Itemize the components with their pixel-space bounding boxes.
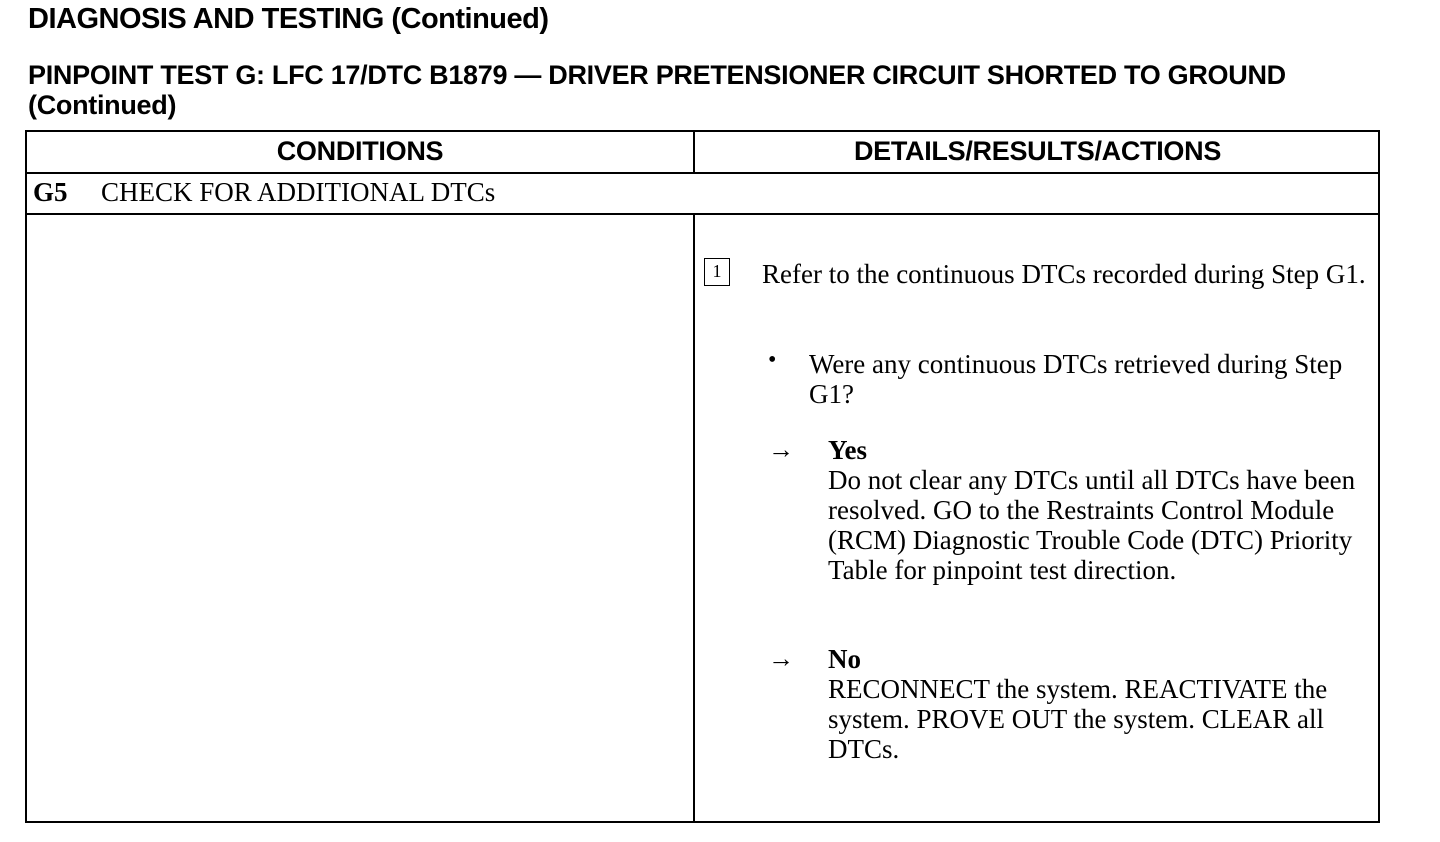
step-row-divider bbox=[27, 213, 1378, 215]
yes-answer bbox=[828, 435, 1363, 585]
no-answer bbox=[828, 644, 1363, 764]
yes-label: Yes bbox=[828, 435, 867, 465]
details-column-header: DETAILS/RESULTS/ACTIONS bbox=[853, 136, 1222, 166]
yes-arrow-icon: → bbox=[768, 435, 794, 464]
no-action-text: RECONNECT the system. REACTIVATE the system. PROVE OUT the system. CLEAR all DTCs. bbox=[828, 674, 1328, 764]
no-arrow-icon: → bbox=[768, 644, 794, 673]
step-title: CHECK FOR ADDITIONAL DTCs bbox=[101, 177, 496, 207]
no-label: No bbox=[828, 644, 861, 674]
header-divider bbox=[27, 172, 1378, 174]
body-column-divider bbox=[693, 213, 695, 821]
page-title: DIAGNOSIS AND TESTING (Continued) bbox=[28, 3, 549, 35]
conditions-column-header: CONDITIONS bbox=[276, 136, 444, 166]
yes-action-text: Do not clear any DTCs until all DTCs have been resolved. GO to the Restraints Control Module (RCM) Diagnostic Trouble Code (DTC) Priority Table for pinpoint test direction. bbox=[828, 465, 1356, 585]
substep-number-box: 1 bbox=[704, 258, 730, 286]
substep-instruction: Refer to the continuous DTCs recorded during Step G1. bbox=[762, 259, 1366, 289]
step-row bbox=[33, 177, 495, 208]
pinpoint-test-table bbox=[25, 130, 1380, 823]
step-id: G5 bbox=[33, 177, 68, 207]
question-text: Were any continuous DTCs retrieved during Step G1? bbox=[809, 349, 1343, 409]
pinpoint-test-title: PINPOINT TEST G: LFC 17/DTC B1879 — DRIVER PRETENSIONER CIRCUIT SHORTED TO GROUND (Continued) bbox=[28, 60, 1286, 120]
bullet-icon: • bbox=[768, 347, 777, 373]
